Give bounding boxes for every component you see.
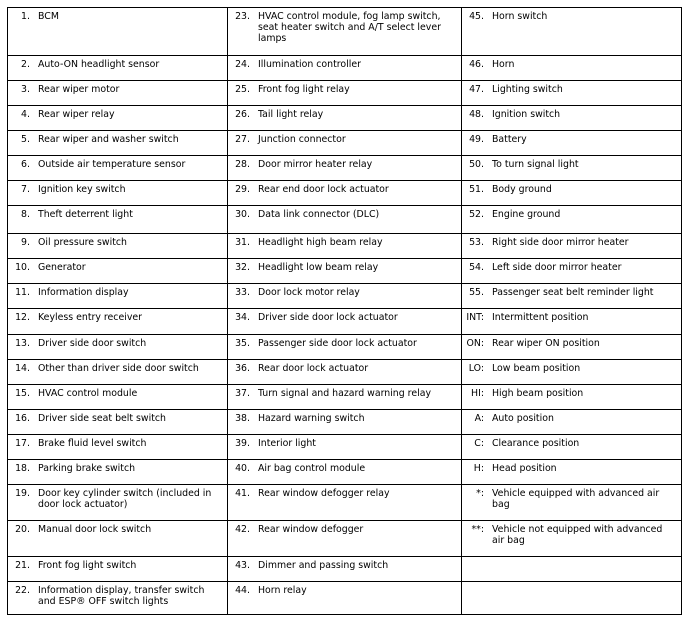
legend-label: Rear window defogger relay bbox=[258, 488, 390, 499]
legend-cell bbox=[8, 557, 228, 582]
legend-entry bbox=[8, 435, 227, 449]
legend-number: 35. bbox=[235, 338, 250, 349]
legend-cell bbox=[462, 410, 682, 435]
legend-label: Outside air temperature sensor bbox=[38, 159, 186, 170]
legend-number: 14. bbox=[15, 363, 30, 374]
legend-label: Low beam position bbox=[492, 363, 581, 374]
legend-cell bbox=[462, 460, 682, 485]
legend-label: Vehicle not equipped with advanced air bag bbox=[492, 524, 663, 546]
legend-number: 25. bbox=[235, 84, 250, 95]
legend-entry bbox=[462, 360, 681, 374]
legend-label: To turn signal light bbox=[492, 159, 579, 170]
legend-label: Headlight high beam relay bbox=[258, 237, 383, 248]
table-row bbox=[8, 284, 682, 309]
legend-number: 55. bbox=[469, 287, 484, 298]
legend-entry bbox=[462, 385, 681, 399]
legend-entry bbox=[8, 206, 227, 220]
legend-label: Generator bbox=[38, 262, 86, 273]
legend-cell bbox=[462, 582, 682, 615]
legend-entry bbox=[8, 259, 227, 273]
legend-number: 34. bbox=[235, 312, 250, 323]
legend-entry bbox=[228, 206, 461, 220]
legend-cell bbox=[462, 156, 682, 181]
legend-cell bbox=[228, 259, 462, 284]
legend-number: 3. bbox=[21, 84, 30, 95]
legend-entry bbox=[228, 234, 461, 248]
legend-cell bbox=[228, 284, 462, 309]
legend-cell bbox=[228, 521, 462, 557]
legend-cell bbox=[228, 309, 462, 335]
legend-label: Driver side seat belt switch bbox=[38, 413, 166, 424]
legend-label: Door mirror heater relay bbox=[258, 159, 373, 170]
legend-label: Rear wiper ON position bbox=[492, 338, 600, 349]
legend-entry bbox=[228, 131, 461, 145]
legend-cell bbox=[228, 106, 462, 131]
table-row bbox=[8, 557, 682, 582]
legend-cell bbox=[462, 284, 682, 309]
legend-number: 38. bbox=[235, 413, 250, 424]
table-row bbox=[8, 81, 682, 106]
legend-number: H: bbox=[473, 463, 484, 474]
legend-cell bbox=[8, 284, 228, 309]
legend-entry bbox=[8, 234, 227, 248]
legend-label: Keyless entry receiver bbox=[38, 312, 142, 323]
legend-number: 28. bbox=[235, 159, 250, 170]
legend-number: HI: bbox=[471, 388, 484, 399]
legend-entry bbox=[228, 557, 461, 571]
legend-cell bbox=[228, 582, 462, 615]
legend-cell bbox=[462, 206, 682, 234]
legend-cell bbox=[8, 385, 228, 410]
legend-entry bbox=[462, 410, 681, 424]
legend-entry bbox=[462, 131, 681, 145]
component-legend-table bbox=[7, 7, 682, 615]
legend-entry bbox=[8, 521, 227, 535]
legend-cell bbox=[8, 259, 228, 284]
legend-cell bbox=[462, 81, 682, 106]
legend-label: Left side door mirror heater bbox=[492, 262, 622, 273]
legend-entry bbox=[462, 8, 681, 22]
legend-entry bbox=[462, 284, 681, 298]
legend-number: 31. bbox=[235, 237, 250, 248]
legend-entry bbox=[462, 460, 681, 474]
legend-label: Battery bbox=[492, 134, 527, 145]
legend-entry bbox=[462, 206, 681, 220]
table-row bbox=[8, 582, 682, 615]
legend-number: 50. bbox=[469, 159, 484, 170]
legend-cell bbox=[462, 56, 682, 81]
legend-cell bbox=[8, 181, 228, 206]
legend-label: Junction connector bbox=[258, 134, 346, 145]
legend-cell bbox=[8, 131, 228, 156]
legend-cell bbox=[8, 435, 228, 460]
legend-entry bbox=[462, 106, 681, 120]
legend-number: 19. bbox=[15, 488, 30, 499]
table-row bbox=[8, 385, 682, 410]
legend-number: 30. bbox=[235, 209, 250, 220]
legend-number: 15. bbox=[15, 388, 30, 399]
legend-entry bbox=[8, 81, 227, 95]
legend-label: Parking brake switch bbox=[38, 463, 136, 474]
legend-cell bbox=[228, 360, 462, 385]
legend-entry bbox=[228, 485, 461, 499]
legend-cell bbox=[462, 485, 682, 521]
legend-cell bbox=[8, 56, 228, 81]
table-row bbox=[8, 181, 682, 206]
legend-label: Horn bbox=[492, 59, 515, 70]
legend-number: 6. bbox=[21, 159, 30, 170]
legend-entry bbox=[228, 460, 461, 474]
legend-label: Rear wiper motor bbox=[38, 84, 120, 95]
legend-label: Rear window defogger bbox=[258, 524, 364, 535]
legend-number: 23. bbox=[235, 11, 250, 22]
legend-cell bbox=[462, 181, 682, 206]
legend-label: Horn switch bbox=[492, 11, 548, 22]
legend-entry bbox=[462, 56, 681, 70]
legend-number: 45. bbox=[469, 11, 484, 22]
legend-label: Information display bbox=[38, 287, 129, 298]
legend-number: 20. bbox=[15, 524, 30, 535]
legend-entry bbox=[8, 460, 227, 474]
legend-label: Engine ground bbox=[492, 209, 561, 220]
legend-label: Hazard warning switch bbox=[258, 413, 365, 424]
legend-cell bbox=[8, 8, 228, 56]
legend-entry bbox=[8, 309, 227, 323]
legend-entry bbox=[8, 335, 227, 349]
legend-cell bbox=[228, 557, 462, 582]
table-row bbox=[8, 521, 682, 557]
legend-label: Rear door lock actuator bbox=[258, 363, 369, 374]
legend-entry bbox=[228, 106, 461, 120]
legend-cell bbox=[462, 131, 682, 156]
legend-number: 49. bbox=[469, 134, 484, 145]
legend-cell bbox=[228, 234, 462, 259]
legend-number: C: bbox=[474, 438, 484, 449]
legend-number: ON: bbox=[466, 338, 484, 349]
legend-cell bbox=[228, 181, 462, 206]
legend-number: 43. bbox=[235, 560, 250, 571]
legend-entry bbox=[228, 410, 461, 424]
legend-number: 21. bbox=[15, 560, 30, 571]
table-row bbox=[8, 485, 682, 521]
legend-number: 18. bbox=[15, 463, 30, 474]
table-row bbox=[8, 360, 682, 385]
legend-number: 8. bbox=[21, 209, 30, 220]
legend-number: 33. bbox=[235, 287, 250, 298]
table-row bbox=[8, 259, 682, 284]
legend-cell bbox=[8, 410, 228, 435]
table-row bbox=[8, 106, 682, 131]
legend-cell bbox=[462, 521, 682, 557]
legend-number: 39. bbox=[235, 438, 250, 449]
legend-label: Horn relay bbox=[258, 585, 307, 596]
legend-entry bbox=[228, 156, 461, 170]
legend-cell bbox=[8, 106, 228, 131]
legend-label: Other than driver side door switch bbox=[38, 363, 199, 374]
legend-cell bbox=[228, 81, 462, 106]
legend-entry bbox=[228, 360, 461, 374]
legend-label: Right side door mirror heater bbox=[492, 237, 629, 248]
table-row bbox=[8, 156, 682, 181]
legend-entry bbox=[8, 410, 227, 424]
legend-cell bbox=[228, 410, 462, 435]
legend-entry bbox=[462, 485, 681, 510]
legend-entry bbox=[462, 181, 681, 195]
legend-label: Door key cylinder switch (included in door lock actuator) bbox=[38, 488, 212, 510]
legend-label: Brake fluid level switch bbox=[38, 438, 147, 449]
legend-entry bbox=[228, 181, 461, 195]
table-row bbox=[8, 460, 682, 485]
legend-label: Passenger seat belt reminder light bbox=[492, 287, 654, 298]
legend-cell bbox=[228, 156, 462, 181]
legend-number: INT: bbox=[466, 312, 484, 323]
legend-cell bbox=[8, 335, 228, 360]
legend-entry bbox=[462, 521, 681, 546]
legend-label: Vehicle equipped with advanced air bag bbox=[492, 488, 660, 510]
legend-cell bbox=[462, 8, 682, 56]
legend-label: Lighting switch bbox=[492, 84, 563, 95]
table-row bbox=[8, 410, 682, 435]
legend-number: *: bbox=[476, 488, 484, 499]
legend-label: Interior light bbox=[258, 438, 316, 449]
legend-number: 2. bbox=[21, 59, 30, 70]
legend-label: Information display, transfer switch and ESP® OFF switch lights bbox=[38, 585, 205, 607]
legend-cell bbox=[8, 582, 228, 615]
legend-cell bbox=[462, 106, 682, 131]
legend-number: 48. bbox=[469, 109, 484, 120]
legend-label: Dimmer and passing switch bbox=[258, 560, 389, 571]
legend-label: Manual door lock switch bbox=[38, 524, 152, 535]
legend-label: Headlight low beam relay bbox=[258, 262, 379, 273]
legend-cell bbox=[228, 131, 462, 156]
legend-label: BCM bbox=[38, 11, 59, 22]
legend-label: Door lock motor relay bbox=[258, 287, 360, 298]
legend-label: Ignition key switch bbox=[38, 184, 126, 195]
legend-number: 46. bbox=[469, 59, 484, 70]
legend-entry bbox=[462, 582, 681, 585]
legend-cell bbox=[462, 385, 682, 410]
legend-number: 42. bbox=[235, 524, 250, 535]
legend-number: **: bbox=[471, 524, 484, 535]
legend-number: 11. bbox=[15, 287, 30, 298]
legend-number: 27. bbox=[235, 134, 250, 145]
legend-entry bbox=[462, 435, 681, 449]
legend-cell bbox=[228, 485, 462, 521]
legend-body bbox=[8, 8, 682, 615]
legend-cell bbox=[228, 460, 462, 485]
legend-entry bbox=[228, 385, 461, 399]
legend-label: Tail light relay bbox=[258, 109, 324, 120]
legend-label: Body ground bbox=[492, 184, 552, 195]
legend-entry bbox=[228, 8, 461, 44]
legend-number: 51. bbox=[469, 184, 484, 195]
legend-label: Front fog light switch bbox=[38, 560, 137, 571]
legend-cell bbox=[8, 485, 228, 521]
legend-number: LO: bbox=[468, 363, 484, 374]
legend-cell bbox=[462, 360, 682, 385]
legend-cell bbox=[8, 156, 228, 181]
legend-label: Front fog light relay bbox=[258, 84, 350, 95]
legend-number: 22. bbox=[15, 585, 30, 596]
legend-number: 32. bbox=[235, 262, 250, 273]
legend-label: Clearance position bbox=[492, 438, 580, 449]
legend-number: 44. bbox=[235, 585, 250, 596]
table-row bbox=[8, 309, 682, 335]
legend-cell bbox=[462, 557, 682, 582]
legend-cell bbox=[228, 435, 462, 460]
legend-number: 54. bbox=[469, 262, 484, 273]
legend-label: Rear end door lock actuator bbox=[258, 184, 389, 195]
legend-entry bbox=[462, 156, 681, 170]
legend-number: 53. bbox=[469, 237, 484, 248]
legend-cell bbox=[228, 385, 462, 410]
legend-label: Air bag control module bbox=[258, 463, 366, 474]
table-row bbox=[8, 435, 682, 460]
legend-entry bbox=[462, 259, 681, 273]
legend-number: 26. bbox=[235, 109, 250, 120]
legend-number: 41. bbox=[235, 488, 250, 499]
legend-entry bbox=[8, 385, 227, 399]
legend-label: Data link connector (DLC) bbox=[258, 209, 380, 220]
legend-entry bbox=[228, 521, 461, 535]
legend-cell bbox=[462, 335, 682, 360]
legend-number: 16. bbox=[15, 413, 30, 424]
legend-number: 10. bbox=[15, 262, 30, 273]
legend-entry bbox=[228, 284, 461, 298]
legend-number: 36. bbox=[235, 363, 250, 374]
table-row bbox=[8, 234, 682, 259]
legend-entry bbox=[228, 335, 461, 349]
legend-entry bbox=[8, 56, 227, 70]
legend-label: Auto position bbox=[492, 413, 554, 424]
legend-entry bbox=[8, 284, 227, 298]
legend-number: 4. bbox=[21, 109, 30, 120]
table-row bbox=[8, 206, 682, 234]
legend-label: Oil pressure switch bbox=[38, 237, 127, 248]
legend-cell bbox=[8, 206, 228, 234]
legend-label: High beam position bbox=[492, 388, 584, 399]
legend-label: Rear wiper relay bbox=[38, 109, 115, 120]
legend-entry bbox=[228, 81, 461, 95]
legend-number: 9. bbox=[21, 237, 30, 248]
legend-number: 37. bbox=[235, 388, 250, 399]
legend-label: Illumination controller bbox=[258, 59, 362, 70]
legend-entry bbox=[8, 131, 227, 145]
legend-cell bbox=[228, 56, 462, 81]
legend-entry bbox=[8, 557, 227, 571]
legend-number: 1. bbox=[21, 11, 30, 22]
legend-label: Intermittent position bbox=[492, 312, 589, 323]
legend-number: 17. bbox=[15, 438, 30, 449]
legend-entry bbox=[462, 234, 681, 248]
legend-entry bbox=[462, 557, 681, 560]
legend-entry bbox=[462, 335, 681, 349]
legend-number: 13. bbox=[15, 338, 30, 349]
legend-label: Auto-ON headlight sensor bbox=[38, 59, 160, 70]
legend-number: 5. bbox=[21, 134, 30, 145]
legend-entry bbox=[8, 156, 227, 170]
legend-entry bbox=[8, 360, 227, 374]
legend-number: 40. bbox=[235, 463, 250, 474]
legend-number: 7. bbox=[21, 184, 30, 195]
legend-entry bbox=[8, 485, 227, 510]
legend-entry bbox=[8, 181, 227, 195]
legend-entry bbox=[8, 582, 227, 607]
legend-label: Theft deterrent light bbox=[38, 209, 133, 220]
legend-entry bbox=[8, 8, 227, 22]
legend-cell bbox=[8, 360, 228, 385]
legend-entry bbox=[462, 81, 681, 95]
legend-cell bbox=[462, 435, 682, 460]
legend-entry bbox=[228, 259, 461, 273]
legend-entry bbox=[228, 435, 461, 449]
legend-cell bbox=[8, 460, 228, 485]
legend-number: A: bbox=[474, 413, 484, 424]
legend-label: Turn signal and hazard warning relay bbox=[258, 388, 431, 399]
table-row bbox=[8, 131, 682, 156]
legend-number: 52. bbox=[469, 209, 484, 220]
legend-label: Ignition switch bbox=[492, 109, 561, 120]
legend-cell bbox=[228, 206, 462, 234]
legend-entry bbox=[228, 56, 461, 70]
legend-entry bbox=[228, 309, 461, 323]
legend-entry bbox=[462, 309, 681, 323]
table-row bbox=[8, 8, 682, 56]
legend-entry bbox=[228, 582, 461, 596]
legend-cell bbox=[462, 259, 682, 284]
legend-cell bbox=[228, 335, 462, 360]
legend-cell bbox=[8, 521, 228, 557]
legend-cell bbox=[462, 234, 682, 259]
legend-label: HVAC control module bbox=[38, 388, 138, 399]
legend-number: 24. bbox=[235, 59, 250, 70]
legend-label: Driver side door switch bbox=[38, 338, 147, 349]
legend-cell bbox=[228, 8, 462, 56]
legend-cell bbox=[8, 81, 228, 106]
legend-cell bbox=[462, 309, 682, 335]
legend-label: HVAC control module, fog lamp switch, seat heater switch and A/T select lever lamps bbox=[258, 11, 441, 44]
legend-label: Head position bbox=[492, 463, 557, 474]
legend-number: 47. bbox=[469, 84, 484, 95]
table-row bbox=[8, 335, 682, 360]
legend-number: 12. bbox=[15, 312, 30, 323]
legend-label: Passenger side door lock actuator bbox=[258, 338, 417, 349]
legend-label: Rear wiper and washer switch bbox=[38, 134, 179, 145]
legend-label: Driver side door lock actuator bbox=[258, 312, 398, 323]
legend-entry bbox=[8, 106, 227, 120]
legend-cell bbox=[8, 234, 228, 259]
legend-cell bbox=[8, 309, 228, 335]
legend-number: 29. bbox=[235, 184, 250, 195]
table-row bbox=[8, 56, 682, 81]
